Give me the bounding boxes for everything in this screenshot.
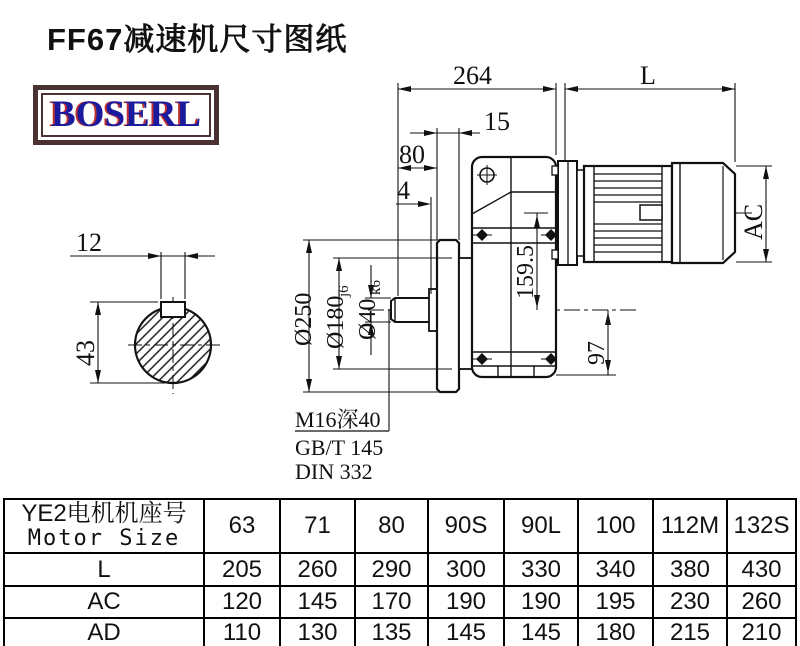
col-header: 100 bbox=[578, 499, 653, 553]
tap-note-label: M16深40 bbox=[295, 407, 381, 432]
dim-15-label: 15 bbox=[484, 107, 510, 136]
motor-size-header-cell bbox=[4, 499, 204, 553]
dim-spigot-dia-label: Ø180 bbox=[323, 295, 349, 349]
value-cell: 340 bbox=[578, 553, 653, 586]
col-header: 71 bbox=[280, 499, 355, 553]
dimensions bbox=[291, 61, 772, 484]
row-label: AC bbox=[4, 586, 204, 618]
dim-spigot-fit-label: j6 bbox=[336, 285, 352, 297]
dim-flange-od-label: Ø250 bbox=[291, 292, 317, 346]
brand-logo-text: BOSERL bbox=[41, 93, 211, 137]
row-label: L bbox=[4, 553, 204, 586]
value-cell: 215 bbox=[653, 618, 727, 646]
table-header-row bbox=[4, 499, 796, 553]
col-header: 112M bbox=[653, 499, 727, 553]
page-title: FF67减速机尺寸图纸 bbox=[47, 22, 348, 57]
value-cell: 190 bbox=[504, 586, 578, 618]
value-cell: 135 bbox=[355, 618, 428, 646]
value-cell: 190 bbox=[428, 586, 504, 618]
standard-gbt-label: GB/T 145 bbox=[295, 435, 384, 460]
value-cell: 380 bbox=[653, 553, 727, 586]
value-cell: 145 bbox=[504, 618, 578, 646]
dim-4-label: 4 bbox=[397, 176, 410, 205]
dim-shaft-dia-label: Ø40 bbox=[355, 298, 381, 340]
dim-80-label: 80 bbox=[399, 140, 425, 169]
value-cell: 260 bbox=[280, 553, 355, 586]
col-header: 63 bbox=[204, 499, 280, 553]
dim-264-label: 264 bbox=[453, 61, 492, 90]
header-line-cn: YE2电机机座号 bbox=[21, 500, 187, 527]
value-cell: 145 bbox=[280, 586, 355, 618]
main-view bbox=[368, 157, 752, 392]
value-cell: 195 bbox=[578, 586, 653, 618]
row-label: AD bbox=[4, 618, 204, 646]
value-cell: 110 bbox=[204, 618, 280, 646]
dim-center-height-label: 159.5 bbox=[513, 245, 539, 299]
table-row-L bbox=[4, 553, 796, 586]
value-cell: 170 bbox=[355, 586, 428, 618]
header-line-en: Motor Size bbox=[27, 526, 181, 551]
value-cell: 290 bbox=[355, 553, 428, 586]
value-cell: 230 bbox=[653, 586, 727, 618]
dim-key-width-label: 12 bbox=[76, 228, 102, 257]
dim-AC-label: AC bbox=[739, 203, 768, 240]
value-cell: 130 bbox=[280, 618, 355, 646]
col-header: 90L bbox=[504, 499, 578, 553]
standard-din-label: DIN 332 bbox=[295, 459, 373, 484]
value-cell: 145 bbox=[428, 618, 504, 646]
shaft-section-view bbox=[70, 228, 221, 394]
value-cell: 120 bbox=[204, 586, 280, 618]
value-cell: 260 bbox=[727, 586, 796, 618]
value-cell: 180 bbox=[578, 618, 653, 646]
col-header: 132S bbox=[727, 499, 796, 553]
table-row-AD bbox=[4, 618, 796, 646]
dim-key-height-label: 43 bbox=[71, 340, 100, 366]
col-header: 80 bbox=[355, 499, 428, 553]
value-cell: 300 bbox=[428, 553, 504, 586]
value-cell: 330 bbox=[504, 553, 578, 586]
table-row-AC bbox=[4, 586, 796, 618]
brand-logo bbox=[33, 85, 219, 145]
dim-shaft-fit-label: k6 bbox=[368, 280, 384, 295]
value-cell: 430 bbox=[727, 553, 796, 586]
motor-size-table bbox=[3, 498, 797, 646]
value-cell: 210 bbox=[727, 618, 796, 646]
dim-97-label: 97 bbox=[584, 341, 610, 365]
value-cell: 205 bbox=[204, 553, 280, 586]
dim-L-label: L bbox=[640, 61, 656, 90]
col-header: 90S bbox=[428, 499, 504, 553]
